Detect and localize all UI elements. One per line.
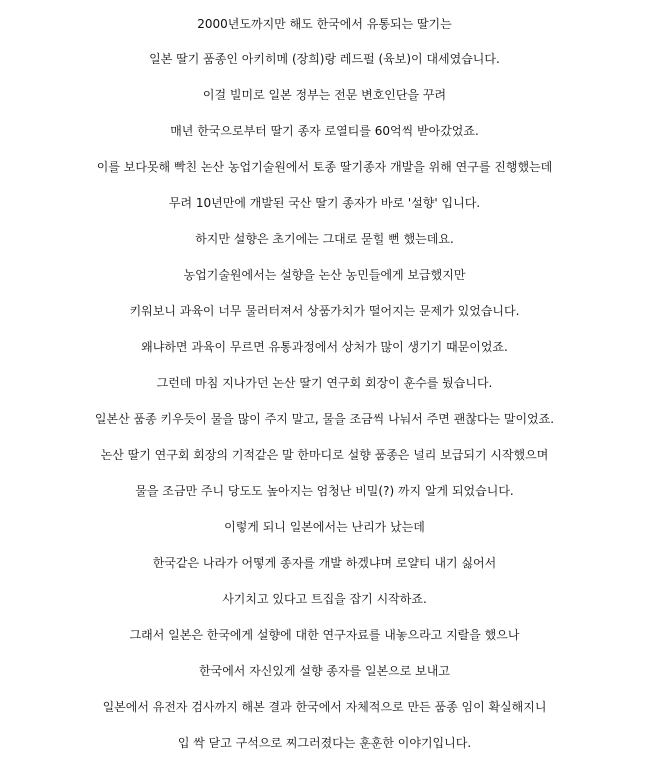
text-line: 농업기술원에서는 설향을 논산 농민들에게 보급했지만 (183, 268, 466, 282)
text-line: 입 싹 닫고 구석으로 찌그러졌다는 훈훈한 이야기입니다. (177, 736, 472, 750)
text-line: 키워보니 과육이 너무 물러터져서 상품가치가 떨어지는 문제가 있었습니다. (129, 304, 520, 318)
text-line: 매년 한국으로부터 딸기 종자 로열티를 60억씩 받아갔었죠. (170, 124, 479, 138)
text-line: 이를 보다못해 빡친 논산 농업기술원에서 토종 딸기종자 개발을 위해 연구를 진행했는데 (96, 160, 553, 174)
text-line: 일본산 품종 키우듯이 물을 많이 주지 말고, 물을 조금씩 나눠서 주면 괜찮다는 말이었죠. (94, 412, 555, 426)
text-line: 물을 조금만 주니 당도도 높아지는 엄청난 비밀(?) 까지 알게 되었습니다. (135, 484, 514, 498)
text-line: 그래서 일본은 한국에게 설향에 대한 연구자료를 내놓으라고 지랄을 했으나 (129, 628, 520, 642)
text-line: 일본 딸기 품종인 아키히메 (장희)랑 레드펄 (육보)이 대세였습니다. (149, 52, 500, 66)
text-line: 사기치고 있다고 트집을 잡기 시작하죠. (222, 592, 427, 606)
text-line: 2000년도까지만 해도 한국에서 유통되는 딸기는 (197, 17, 452, 31)
text-line: 그런데 마침 지나가던 논산 딸기 연구회 회장이 훈수를 뒀습니다. (156, 376, 493, 390)
text-line: 무려 10년만에 개발된 국산 딸기 종자가 바로 '설향' 입니다. (168, 196, 481, 210)
text-line: 이걸 빌미로 일본 정부는 전문 변호인단을 꾸려 (202, 88, 447, 102)
text-line: 일본에서 유전자 검사까지 해본 결과 한국에서 자체적으로 만든 품종 임이 확실해지니 (102, 700, 547, 714)
text-line: 논산 딸기 연구회 회장의 기적같은 말 한마디로 설향 품종은 널리 보급되기 시작했으며 (100, 448, 549, 462)
text-line: 왜냐하면 과육이 무르면 유통과정에서 상처가 많이 생기기 때문이었죠. (141, 340, 508, 354)
text-line: 한국에서 자신있게 설향 종자를 일본으로 보내고 (199, 664, 450, 678)
text-line: 하지만 설향은 초기에는 그대로 묻힐 뻔 했는데요. (195, 232, 454, 246)
text-line: 이렇게 되니 일본에서는 난리가 났는데 (224, 520, 425, 534)
text-line: 한국같은 나라가 어떻게 종자를 개발 하겠냐며 로얄티 내기 싫어서 (152, 556, 497, 570)
